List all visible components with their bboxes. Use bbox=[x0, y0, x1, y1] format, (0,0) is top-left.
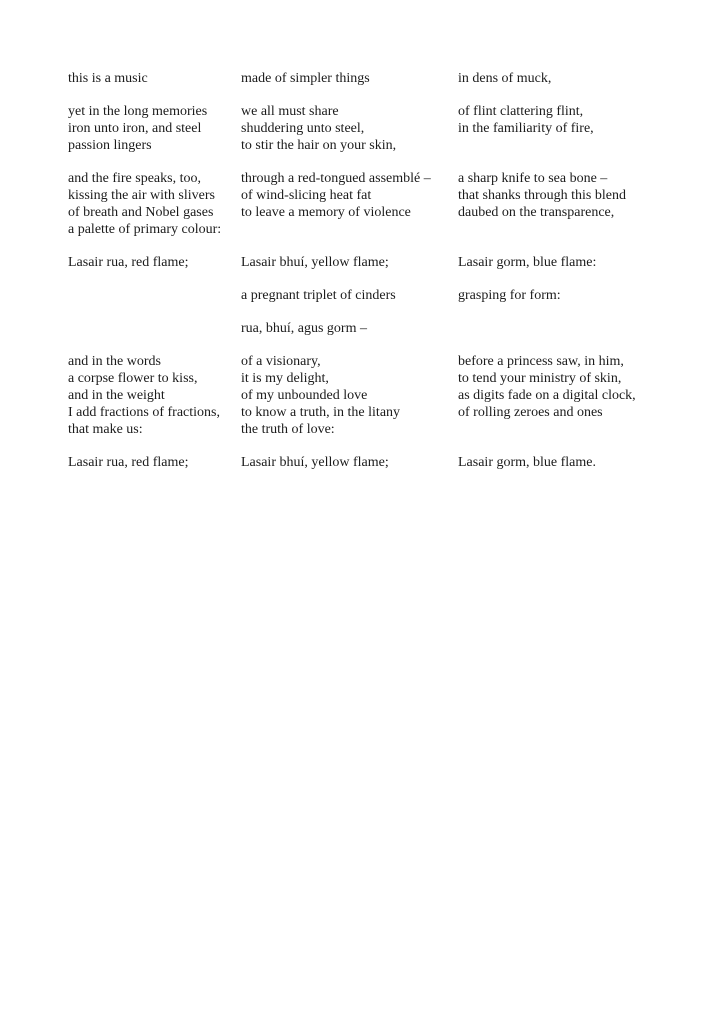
poem-column-cell bbox=[68, 287, 241, 304]
poem-line: of rolling zeroes and ones bbox=[458, 405, 603, 420]
poem-line: the truth of love: bbox=[241, 422, 335, 437]
poem-column-cell bbox=[241, 287, 458, 304]
poem-line: daubed on the transparence, bbox=[458, 205, 615, 220]
poem-line: Lasair gorm, blue flame. bbox=[458, 455, 597, 470]
poem-line: Lasair gorm, blue flame: bbox=[458, 255, 597, 270]
poem-line: a sharp knife to sea bone – bbox=[458, 171, 608, 186]
poem-stanza-row bbox=[68, 70, 724, 87]
poem-line: of breath and Nobel gases bbox=[68, 205, 214, 220]
poem-line: of wind-slicing heat fat bbox=[241, 188, 372, 203]
poem-stanza-row bbox=[68, 320, 724, 337]
poem-column-cell bbox=[68, 103, 241, 154]
poem-line: as digits fade on a digital clock, bbox=[458, 388, 636, 403]
poem-line: and in the weight bbox=[68, 388, 165, 403]
poem-column-cell bbox=[241, 254, 458, 271]
poem-stanza-row bbox=[68, 254, 724, 271]
poem-line: of flint clattering flint, bbox=[458, 104, 584, 119]
poem-column-cell bbox=[458, 353, 724, 438]
poem-line: in the familiarity of fire, bbox=[458, 121, 594, 136]
poem-column-cell bbox=[458, 103, 724, 154]
poem-column-cell bbox=[68, 320, 241, 337]
poem-column-cell bbox=[241, 70, 458, 87]
poem-stanza-row bbox=[68, 170, 724, 238]
poem-line: kissing the air with slivers bbox=[68, 188, 215, 203]
poem-column-cell bbox=[458, 287, 724, 304]
poem-column-cell bbox=[68, 353, 241, 438]
poem-line: through a red-tongued assemblé – bbox=[241, 171, 431, 186]
poem-line: this is a music bbox=[68, 71, 148, 86]
poem-line: before a princess saw, in him, bbox=[458, 354, 624, 369]
poem-line: that make us: bbox=[68, 422, 143, 437]
poem-stanza-row bbox=[68, 287, 724, 304]
poem-column-cell bbox=[241, 320, 458, 337]
poem-line: to leave a memory of violence bbox=[241, 205, 411, 220]
poem-line: made of simpler things bbox=[241, 71, 370, 86]
poem-column-cell bbox=[458, 254, 724, 271]
poem-line: of a visionary, bbox=[241, 354, 321, 369]
poem-column-cell bbox=[68, 170, 241, 238]
poem-column-cell bbox=[458, 70, 724, 87]
poem-line: I add fractions of fractions, bbox=[68, 405, 220, 420]
poem-stanza-row bbox=[68, 353, 724, 438]
poem-line: of my unbounded love bbox=[241, 388, 368, 403]
poem-line: and the fire speaks, too, bbox=[68, 171, 201, 186]
poem-line: iron unto iron, and steel bbox=[68, 121, 202, 136]
poem-line: it is my delight, bbox=[241, 371, 329, 386]
poem-line: yet in the long memories bbox=[68, 104, 208, 119]
poem-column-cell bbox=[68, 254, 241, 271]
poem-column-cell bbox=[241, 353, 458, 438]
poem-column-cell bbox=[458, 454, 724, 471]
poem-line: rua, bhuí, agus gorm – bbox=[241, 321, 367, 336]
poem-line: a palette of primary colour: bbox=[68, 222, 222, 237]
poem-three-columns bbox=[68, 70, 724, 487]
poem-line: to stir the hair on your skin, bbox=[241, 138, 397, 153]
poem-line: Lasair bhuí, yellow flame; bbox=[241, 255, 389, 270]
poem-column-cell bbox=[241, 454, 458, 471]
poem-line: Lasair rua, red flame; bbox=[68, 255, 189, 270]
poem-column-cell bbox=[241, 170, 458, 238]
poem-column-cell bbox=[458, 320, 724, 337]
poem-line: Lasair bhuí, yellow flame; bbox=[241, 455, 389, 470]
poem-line: to tend your ministry of skin, bbox=[458, 371, 622, 386]
poem-line: to know a truth, in the litany bbox=[241, 405, 401, 420]
poem-column-cell bbox=[241, 103, 458, 154]
poem-line: shuddering unto steel, bbox=[241, 121, 365, 136]
poem-line: a pregnant triplet of cinders bbox=[241, 288, 396, 303]
poem-stanza-row bbox=[68, 454, 724, 471]
poem-line: in dens of muck, bbox=[458, 71, 552, 86]
poem-stanza-row bbox=[68, 103, 724, 154]
poem-line: that shanks through this blend bbox=[458, 188, 626, 203]
poem-line: we all must share bbox=[241, 104, 339, 119]
poem-line: passion lingers bbox=[68, 138, 152, 153]
poem-line: a corpse flower to kiss, bbox=[68, 371, 198, 386]
poem-line: Lasair rua, red flame; bbox=[68, 455, 189, 470]
poem-line: and in the words bbox=[68, 354, 161, 369]
poem-column-cell bbox=[68, 454, 241, 471]
poem-column-cell bbox=[68, 70, 241, 87]
poem-line: grasping for form: bbox=[458, 288, 561, 303]
poem-column-cell bbox=[458, 170, 724, 238]
